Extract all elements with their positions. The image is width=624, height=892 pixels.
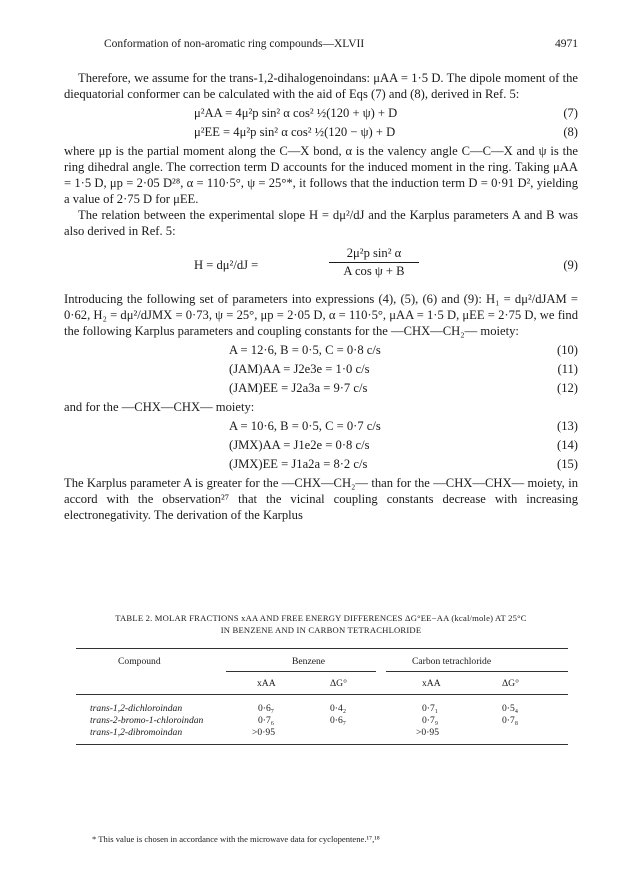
- equation-number: (7): [563, 106, 578, 120]
- table-cell-compound: trans-2-bromo-1-chloroindan: [90, 715, 204, 726]
- paragraph: and for the —CHX—CHX— moiety:: [64, 400, 255, 414]
- footnote: * This value is chosen in accordance with the microwave data for cyclopentene.¹⁷,¹⁸: [92, 834, 380, 844]
- equation-number: (13): [557, 419, 578, 433]
- table-subheader: xAA: [422, 678, 441, 689]
- table-cell-compound: trans-1,2-dichloroindan: [90, 703, 183, 714]
- page-number: 4971: [555, 38, 578, 50]
- paragraph: The Karplus parameter A is greater for the —CHX—CH₂— than for the —CHX—CHX— moiety, in accord with the observation²⁷ that the vicinal coupling constants decrease with increasing electronegativity. The derivation of the Karplus: [64, 476, 578, 522]
- table-cell: 0·7₈: [502, 715, 519, 726]
- table-rule: [76, 648, 568, 649]
- table-rule: [386, 671, 568, 672]
- body-text: [64, 70, 578, 523]
- equation-number: (10): [557, 343, 578, 357]
- equation-expression: (JAM)AA = J2e3e = 1·0 c/s: [229, 362, 370, 376]
- equation-10: [64, 342, 578, 358]
- table-caption-line: IN BENZENE AND IN CARBON TETRACHLORIDE: [220, 625, 422, 635]
- equation-expression: A = 10·6, B = 0·5, C = 0·7 c/s: [229, 419, 381, 433]
- equation-number: (12): [557, 381, 578, 395]
- table-rule: [76, 694, 568, 695]
- table-caption: [64, 612, 578, 636]
- paper-page: [64, 0, 578, 892]
- equation-expression: (JMX)AA = J1e2e = 0·8 c/s: [229, 438, 370, 452]
- table-cell: 0·7₆: [258, 715, 275, 726]
- table-cell: 0·6₇: [258, 703, 275, 714]
- equation-15: [64, 456, 578, 472]
- equation-11: [64, 361, 578, 377]
- equation-fraction: [329, 245, 419, 279]
- table-cell: 0·4₂: [330, 703, 347, 714]
- equation-number: (15): [557, 457, 578, 471]
- equation-8: [64, 124, 578, 140]
- equation-expression: (JAM)EE = J2a3a = 9·7 c/s: [229, 381, 368, 395]
- table-subheader: ΔG°: [502, 678, 519, 689]
- table-cell-compound: trans-1,2-dibromoindan: [90, 727, 183, 738]
- equation-number: (9): [563, 258, 578, 272]
- equation-expression: μ²AA = 4μ²p sin² α cos² ½(120 + ψ) + D: [194, 106, 398, 120]
- table-header: Compound: [118, 656, 161, 667]
- table-cell: 0·6₇: [330, 715, 347, 726]
- table-cell: >0·95: [252, 727, 275, 738]
- running-title: Conformation of non-aromatic ring compounds—XLVII: [104, 38, 365, 50]
- table-rule: [226, 671, 376, 672]
- equation-number: (8): [563, 125, 578, 139]
- table-rule: [76, 744, 568, 745]
- table-caption-line: TABLE 2. MOLAR FRACTIONS xAA AND FREE ENERGY DIFFERENCES ΔG°EE−AA (kcal/mole) AT 25°C: [115, 613, 527, 623]
- fraction-denominator: A cos ψ + B: [343, 264, 405, 278]
- equation-14: [64, 437, 578, 453]
- table-cell: 0·7₉: [422, 715, 439, 726]
- table-subheader: ΔG°: [330, 678, 347, 689]
- fraction-numerator: 2μ²p sin² α: [329, 245, 419, 263]
- paragraph: Therefore, we assume for the trans-1,2-dihalogenoindans: μAA = 1·5 D. The dipole moment of the diequatorial conformer can be calculated with the aid of Eqs (7) and (8), derived in Ref. 5:: [64, 71, 578, 101]
- paragraph: The relation between the experimental slope H = dμ²/dJ and the Karplus parameters A and B was also derived in Ref. 5:: [64, 208, 578, 238]
- equation-number: (11): [557, 362, 578, 376]
- table-cell: 0·7₁: [422, 703, 439, 714]
- table-header: Benzene: [292, 656, 326, 667]
- equation-9: [64, 245, 578, 285]
- equation-number: (14): [557, 438, 578, 452]
- table-cell: 0·5₄: [502, 703, 519, 714]
- table-subheader: xAA: [257, 678, 276, 689]
- table-cell: >0·95: [416, 727, 439, 738]
- equation-expression: A = 12·6, B = 0·5, C = 0·8 c/s: [229, 343, 381, 357]
- equation-12: [64, 380, 578, 396]
- equation-7: [64, 105, 578, 121]
- paragraph: Introducing the following set of parameters into expressions (4), (5), (6) and (9): H₁ = dμ²/dJAM = 0·62, H₂ = dμ²/dJMX = 0·73, ψ = 25°, μp = 2·05 D, α = 110·5°, μAA = 1·5 D, μEE = 2·75 D, we find the following Karplus parameters and coupling constants for the —CHX—CH₂— moiety:: [64, 292, 578, 338]
- equation-13: [64, 418, 578, 434]
- equation-expression: (JMX)EE = J1a2a = 8·2 c/s: [229, 457, 368, 471]
- equation-expression: H = dμ²/dJ =: [194, 258, 259, 272]
- table-header: Carbon tetrachloride: [412, 656, 492, 667]
- paragraph: where μp is the partial moment along the C—X bond, α is the valency angle C—C—X and ψ is the ring dihedral angle. The correction term D accounts for the induced moment in the ring. Taking μAA = 1·5 D, μp = 2·05 D²⁸, α = 110·5°, ψ = 25°*, it follows that the induction term D = 0·91 D², yielding a value of 2·75 D for μEE.: [64, 144, 578, 206]
- equation-expression: μ²EE = 4μ²p sin² α cos² ½(120 − ψ) + D: [194, 125, 396, 139]
